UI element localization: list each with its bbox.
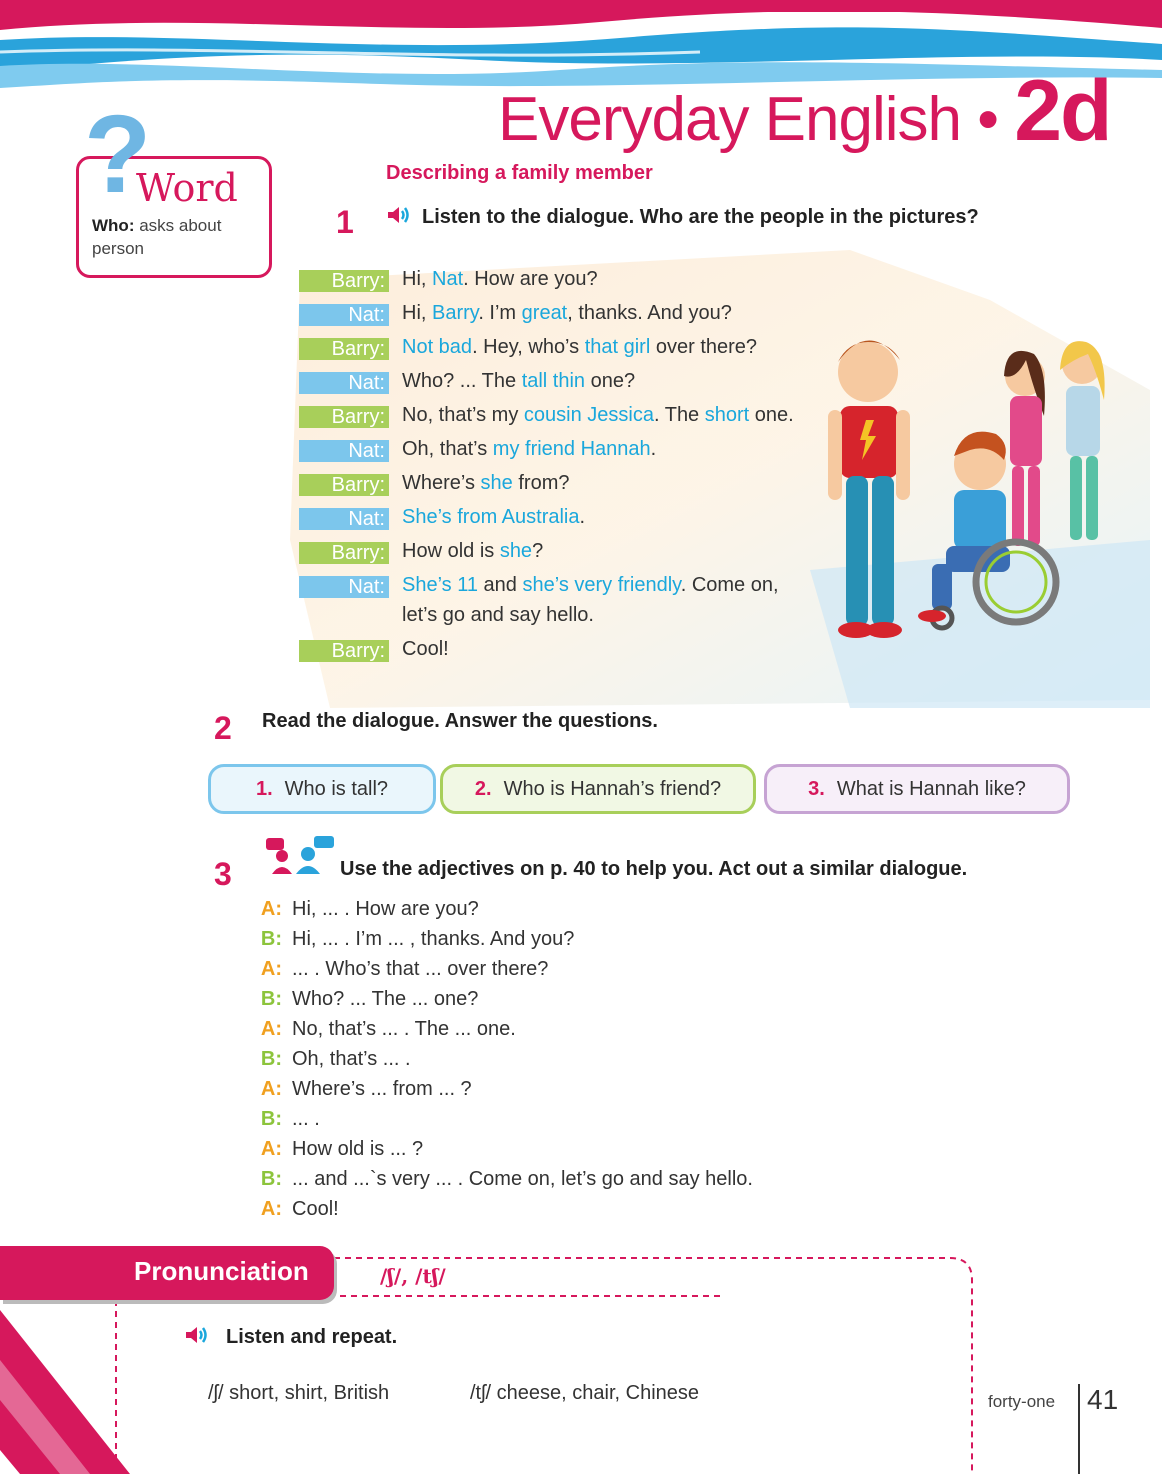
dialogue-line: [402, 268, 598, 291]
dialogue-text: over there?: [650, 336, 758, 358]
dialogue-text: Oh, that’s: [402, 438, 493, 460]
model-dialogue-text: Oh, that’s ... .: [292, 1048, 411, 1070]
highlighted-phrase: She’s from Australia: [402, 506, 580, 528]
model-dialogue-line: [252, 1198, 339, 1221]
dialogue-line: [402, 638, 449, 661]
speaker-icon[interactable]: [386, 204, 412, 226]
model-dialogue-line: [252, 988, 478, 1011]
dialogue-text: .: [650, 438, 657, 460]
speaker-label: Barry:: [299, 270, 389, 292]
model-dialogue-line: [252, 928, 574, 951]
exercise-2-instruction: Read the dialogue. Answer the questions.: [262, 710, 658, 732]
speaker-letter: B:: [260, 1048, 282, 1070]
model-dialogue-text: How old is ... ?: [292, 1138, 424, 1160]
page-divider: [1078, 1384, 1080, 1474]
pronunciation-instruction: Listen and repeat.: [226, 1326, 398, 1348]
model-dialogue-line: [252, 1048, 411, 1071]
speaker-label: Barry:: [299, 474, 389, 496]
model-dialogue-line: [252, 1018, 516, 1041]
speaker-letter: A:: [260, 1198, 282, 1220]
model-dialogue-text: Hi, ... . How are you?: [292, 898, 479, 920]
unit-label: 2d: [1014, 63, 1111, 159]
dialogue-text: No, that’s my: [402, 404, 524, 426]
model-dialogue-line: [252, 898, 479, 921]
exercise-1-number: 1: [336, 204, 354, 240]
dialogue-line: [402, 574, 779, 597]
word-box-heading: Word: [136, 166, 238, 210]
question-number: 1.: [255, 778, 273, 800]
speaker-label: Nat:: [299, 372, 389, 394]
exercise-2-number: 2: [214, 710, 232, 746]
speaker-label: Nat:: [299, 440, 389, 462]
highlighted-phrase: great: [521, 302, 568, 324]
pronunciation-row-1: /ʃ/ short, shirt, British: [208, 1382, 390, 1404]
dialogue-line: [402, 438, 656, 461]
model-dialogue-text: Who? ... The ... one?: [292, 988, 479, 1010]
word-term: Who:: [92, 216, 135, 235]
model-dialogue-text: Hi, ... . I’m ... , thanks. And you?: [292, 928, 575, 950]
highlighted-phrase: Not bad: [402, 336, 473, 358]
question-box-2: [440, 764, 756, 814]
dialogue-text: . Hey, who’s: [472, 336, 585, 358]
dialogue-text: How old is: [402, 540, 500, 562]
dialogue-text: Hi,: [402, 268, 432, 290]
speaker-label: Nat:: [299, 304, 389, 326]
speaker-letter: B:: [260, 1168, 282, 1190]
dialogue-text: and: [478, 574, 523, 596]
speaker-label: Barry:: [299, 542, 389, 564]
question-mark-icon: ?: [84, 93, 152, 216]
highlighted-phrase: my friend Hannah: [492, 438, 651, 460]
pronunciation-row-2: /tʃ/ cheese, chair, Chinese: [470, 1382, 700, 1404]
speaker-label: Barry:: [299, 406, 389, 428]
dialogue-text: one?: [585, 370, 636, 392]
dialogue-line: [402, 302, 732, 325]
exercise-3-instruction: Use the adjectives on p. 40 to help you. Act out a similar dialogue.: [340, 858, 968, 880]
question-number: 3.: [808, 778, 825, 800]
exercise-3-number: 3: [214, 856, 232, 892]
title-text: Everyday English •: [498, 85, 998, 154]
speaker-label: Nat:: [299, 576, 389, 598]
model-dialogue-text: Where’s ... from ... ?: [292, 1078, 472, 1100]
speaker-icon[interactable]: [184, 1324, 210, 1346]
dialogue-text: .: [579, 506, 586, 528]
pronunciation-heading: Pronunciation: [134, 1256, 309, 1286]
dialogue-line: [402, 540, 543, 563]
children-illustration: [820, 320, 1120, 650]
word-definition: [92, 214, 252, 260]
dialogue-line: [402, 472, 569, 495]
dialogue-line: [402, 336, 757, 359]
question-box-3: [764, 764, 1070, 814]
question-number: 2.: [474, 778, 492, 800]
highlighted-phrase: short: [704, 404, 750, 426]
pair-work-icon: [262, 836, 336, 874]
speaker-label: Nat:: [299, 508, 389, 530]
speaker-letter: B:: [260, 1108, 282, 1130]
speaker-letter: A:: [260, 1018, 282, 1040]
dialogue-text: one.: [749, 404, 794, 426]
highlighted-phrase: she: [480, 472, 513, 494]
highlighted-phrase: Nat: [432, 268, 464, 290]
highlighted-phrase: she’s very friendly: [522, 574, 681, 596]
pronunciation-sounds: /ʃ/, /tʃ/: [380, 1264, 446, 1288]
dialogue-line: [402, 506, 585, 529]
dialogue-line: [402, 370, 635, 393]
model-dialogue-text: ... .: [292, 1108, 320, 1130]
model-dialogue-line: [252, 1108, 320, 1131]
exercise-1-audio[interactable]: [386, 204, 412, 226]
question-text: Who is Hannah’s friend?: [503, 778, 722, 800]
dialogue-text: . I’m: [478, 302, 522, 324]
highlighted-phrase: tall thin: [521, 370, 586, 392]
question-text: Who is tall?: [284, 778, 389, 800]
highlighted-phrase: Barry: [432, 302, 479, 324]
dialogue-text: from?: [512, 472, 570, 494]
speaker-letter: B:: [260, 928, 282, 950]
model-dialogue-line: [252, 1078, 472, 1101]
speaker-letter: A:: [260, 958, 282, 980]
dialogue-text: Cool!: [402, 638, 449, 660]
question-box-1: [208, 764, 436, 814]
speaker-letter: A:: [260, 1138, 282, 1160]
dialogue-line-continuation: let’s go and say hello.: [402, 604, 594, 626]
dialogue-text: , thanks. And you?: [567, 302, 732, 324]
model-dialogue-text: ... . Who’s that ... over there?: [292, 958, 549, 980]
page-title: [498, 62, 1111, 161]
section-title: Describing a family member: [386, 162, 653, 184]
model-dialogue-text: Cool!: [292, 1198, 339, 1220]
page-number: 41: [1087, 1384, 1119, 1415]
page-number-word: forty-one: [988, 1392, 1056, 1411]
model-dialogue-text: No, that’s ... . The ... one.: [292, 1018, 516, 1040]
pronunciation-tab: [0, 1246, 334, 1300]
highlighted-phrase: she: [499, 540, 533, 562]
model-dialogue-text: ... and ...`s very ... . Come on, let’s go and say hello.: [292, 1168, 753, 1190]
speaker-letter: B:: [260, 988, 282, 1010]
speaker-label: Barry:: [299, 338, 389, 360]
exercise-1-instruction: Listen to the dialogue. Who are the people in the pictures?: [422, 206, 979, 228]
word-definition-text: asks about person: [92, 216, 222, 258]
dialogue-text: ?: [532, 540, 544, 562]
dialogue-text: . The: [653, 404, 705, 426]
dialogue-text: Who? ... The: [402, 370, 522, 392]
pronunciation-audio[interactable]: [184, 1324, 210, 1346]
dialogue-text: Hi,: [402, 302, 432, 324]
dialogue-text: . Come on,: [680, 574, 779, 596]
question-text: What is Hannah like?: [836, 778, 1026, 800]
highlighted-phrase: that girl: [584, 336, 651, 358]
model-dialogue-line: [252, 1138, 423, 1161]
highlighted-phrase: She’s 11: [402, 574, 478, 596]
model-dialogue-line: [252, 1168, 753, 1191]
dialogue-text: Where’s: [402, 472, 481, 494]
model-dialogue-line: [252, 958, 548, 981]
dialogue-line: [402, 404, 794, 427]
dialogue-text: . How are you?: [463, 268, 598, 290]
speaker-letter: A:: [260, 1078, 282, 1100]
speaker-letter: A:: [260, 898, 282, 920]
speaker-label: Barry:: [299, 640, 389, 662]
highlighted-phrase: cousin Jessica: [523, 404, 654, 426]
